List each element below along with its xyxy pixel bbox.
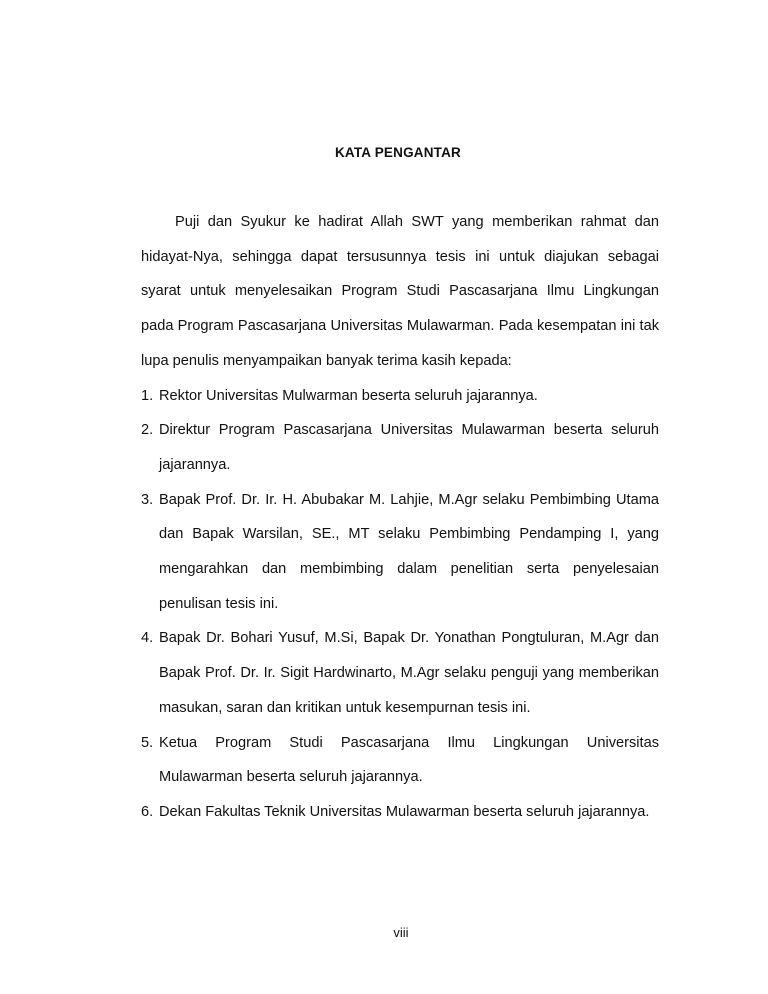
intro-paragraph: Puji dan Syukur ke hadirat Allah SWT yang memberikan rahmat dan hidayat-Nya, sehingga dapat tersusunnya tesis ini untuk diajukan sebagai syarat untuk menyelesaikan Program Studi Pascasarjana Ilmu Lingkungan pada Program Pascasarjana Universitas Mulawarman. Pada kesempatan ini tak lupa penulis menyampaikan banyak terima kasih kepada:	[141, 214, 659, 369]
list-item-number: 3.	[141, 491, 154, 508]
list-item-text: Bapak Prof. Dr. Ir. H. Abubakar M. Lahjie, M.Agr selaku Pembimbing Utama dan Bapak Warsilan, SE., MT selaku Pembimbing Pendamping I, yang mengarahkan dan membimbing dalam penelitian serta penyelesaian penulisan tesis ini.	[159, 491, 659, 612]
list-item	[141, 413, 659, 482]
list-item-text: Direktur Program Pascasarjana Universitas Mulawarman beserta seluruh jajarannya.	[159, 422, 659, 473]
list-item-number: 2.	[141, 422, 154, 439]
list-item-number: 4.	[141, 630, 154, 647]
list-item	[141, 483, 659, 622]
list-item	[141, 379, 659, 414]
list-item	[141, 726, 659, 795]
list-item-text: Dekan Fakultas Teknik Universitas Mulawarman beserta seluruh jajarannya.	[159, 803, 650, 820]
page-title: KATA PENGANTAR	[334, 145, 462, 160]
acknowledgement-list	[141, 379, 659, 830]
list-item	[141, 795, 659, 830]
list-item	[141, 621, 659, 725]
list-item-text: Bapak Dr. Bohari Yusuf, M.Si, Bapak Dr. Yonathan Pongtuluran, M.Agr dan Bapak Prof. Dr. Ir. Sigit Hardwinarto, M.Agr selaku penguji yang memberikan masukan, saran dan kritikan untuk kesempurnan tesis ini.	[159, 630, 659, 716]
list-item-text: Ketua Program Studi Pascasarjana Ilmu Lingkungan Universitas Mulawarman beserta seluruh jajarannya.	[159, 734, 659, 786]
list-item-number: 6.	[141, 803, 154, 820]
list-item-text: Rektor Universitas Mulwarman beserta seluruh jajarannya.	[159, 387, 538, 404]
page-number: viii	[393, 925, 409, 940]
list-item-number: 1.	[141, 387, 154, 404]
list-item-number: 5.	[141, 734, 154, 751]
body-text	[141, 205, 659, 830]
